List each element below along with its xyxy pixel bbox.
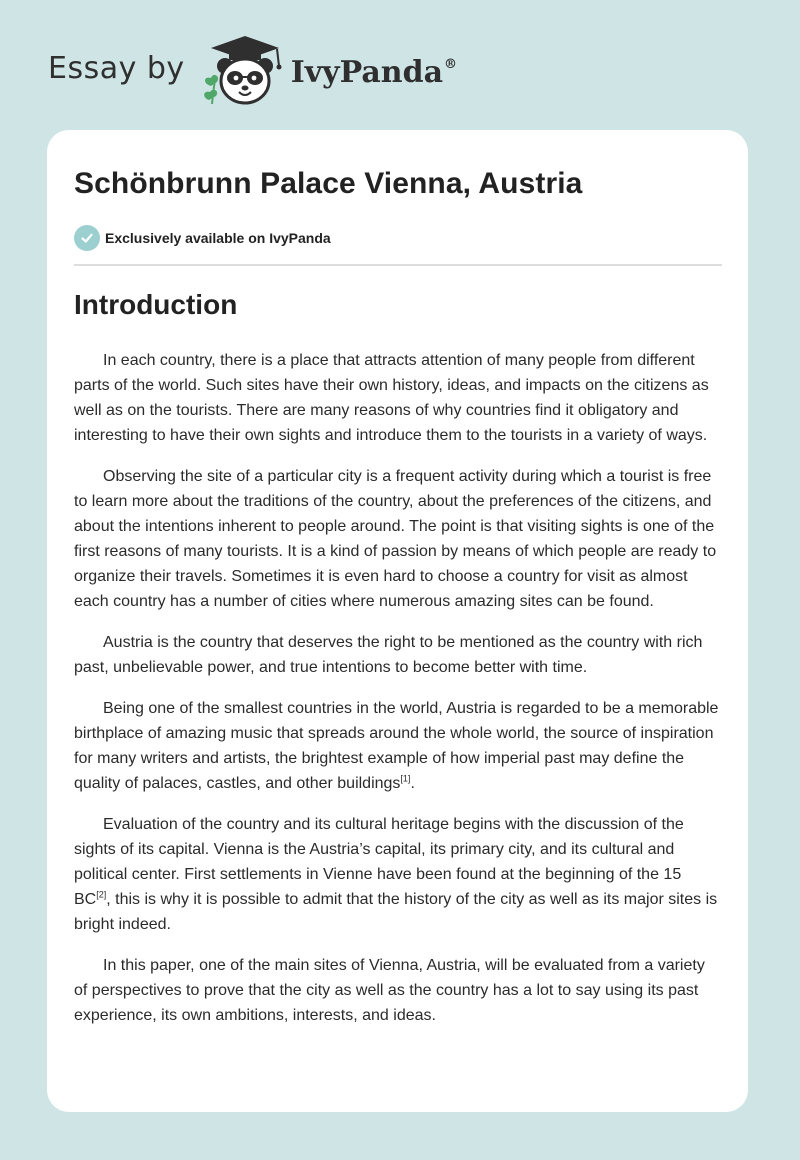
paragraph-5-text: Evaluation of the country and its cultural heritage begins with the discussion of the sights of its capital. Vienna is the Austria’s capital, its primary city, and its cultural and political center. First settlements in Vienne have been found at the beginning of the 15 BC	[74, 816, 684, 908]
site-header	[48, 34, 457, 110]
availability-badge	[74, 225, 722, 251]
citation-ref-1[interactable]: [1]	[400, 773, 411, 784]
paragraph-4-text: Being one of the smallest countries in the world, Austria is regarded to be a memorable birthplace of amazing music that spreads around the whole world, the source of inspiration for many writers and artists, the brightest example of how imperial past may define the quality of palaces, castles, and other buildings	[74, 700, 719, 792]
paragraph-2: Observing the site of a particular city is a frequent activity during which a tourist is free to learn more about the traditions of the country, about the preferences of the citizens, and about the intentions inherent to people around. The point is that visiting sights is one of the first reasons of many tourists. It is a kind of passion by means of which people are ready to organize their travels. Sometimes it is even hard to choose a country for visit as almost each country has a number of cities where numerous amazing sites can be found.	[74, 468, 717, 610]
paragraph-6: In this paper, one of the main sites of Vienna, Austria, will be evaluated from a variety of perspectives to prove that the city as well as the country has a lot to say using its past experience, its own ambitions, interests, and ideas.	[74, 957, 705, 1024]
page-title: Schönbrunn Palace Vienna, Austria	[74, 167, 583, 200]
paragraph-4-tail: .	[410, 775, 415, 792]
paragraph-1: In each country, there is a place that attracts attention of many people from different parts of the world. Such sites have their own history, ideas, and impacts on the citizens as well as on the tourists. There are many reasons of why countries find it obligatory and interesting to have their own sights and introduce them to the tourists in a variety of ways.	[74, 352, 709, 444]
paragraph-5	[74, 812, 722, 937]
essay-card	[47, 130, 748, 1112]
paragraph-5-tail: , this is why it is possible to admit that the history of the city as well as its major sites is bright indeed.	[74, 891, 718, 933]
citation-ref-2[interactable]: [2]	[96, 889, 107, 900]
panda-logo-icon[interactable]	[199, 34, 291, 110]
paragraph-3: Austria is the country that deserves the right to be mentioned as the country with rich past, unbelievable power, and true intentions to become better with time.	[74, 634, 703, 676]
title-divider	[74, 264, 722, 266]
section-heading-introduction: Introduction	[74, 289, 238, 320]
checkmark-icon	[74, 225, 100, 251]
paragraph-4	[74, 696, 722, 796]
availability-text: Exclusively available on IvyPanda	[105, 230, 331, 246]
brand-name	[291, 55, 457, 90]
brand-name-text: IvyPanda	[290, 54, 444, 90]
brand-prefix: Essay by	[48, 50, 185, 86]
registered-mark: ®	[444, 56, 458, 72]
